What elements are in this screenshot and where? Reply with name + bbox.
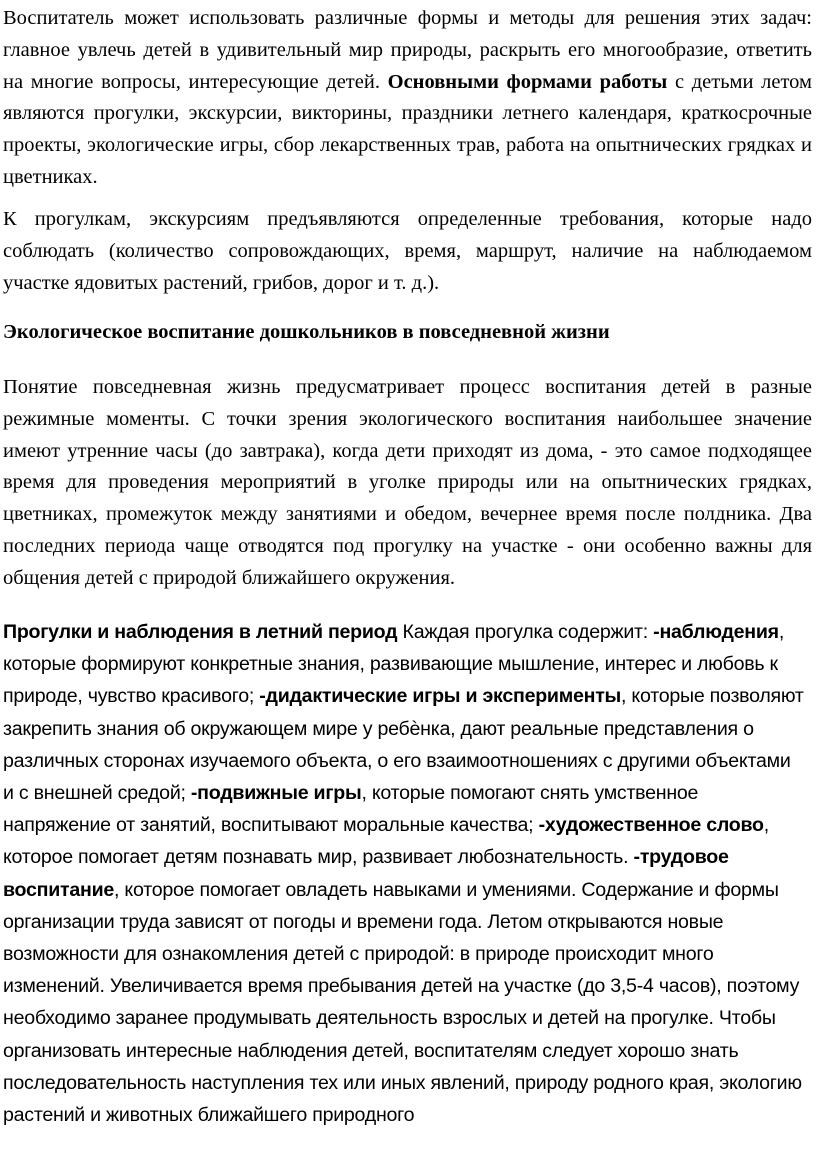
walks-heading: Прогулки и наблюдения в летний период <box>3 621 398 643</box>
walks-text-1: Каждая прогулка содержит: <box>397 621 654 643</box>
requirements-paragraph: К прогулкам, экскурсиям предъявляются определенные требования, которые надо соблюдать (количество сопровождающих, время, маршрут, наличие на наблюдаемом участке ядовитых растений, грибов, дорог и т. д.). <box>3 208 812 294</box>
walks-text-6: , которое помогает овладеть навыками и умениями. Содержание и формы организации труда зависят от погоды и времени года. Летом открываются новые возможности для ознакомления детей с природой: в природе происходит много изменений. Увеличивается время пребывания детей на участке (до 3,5-4 часов), поэтому необходимо заранее продумывать деятельность взрослых и детей на прогулке. Чтобы организовать интересные наблюдения детей, воспитателям следует хорошо знать последовательность наступления тех или иных явлений, природу родного края, экологию растений и животных ближайшего природного <box>3 878 802 1127</box>
intro-text-1: Воспитатель может использовать различные формы и методы для решения этих задач: главное увлечь детей в удивительный мир природы, раскрыть его многообразие, ответить на многие вопросы, интересующие детей. <box>3 7 812 93</box>
didactic-games-term: -дидактические игры и эксперименты <box>259 685 622 708</box>
literary-word-term: -художественное слово <box>538 814 764 837</box>
intro-text-2: с детьми летом являются прогулки, экскурсии, викторины, праздники летнего календаря, краткосрочные проекты, экологические игры, сбор лекарственных трав, работа на опытнических грядках и цветниках. <box>3 70 812 188</box>
intro-bold-phrase: Основными формами работы <box>387 70 668 93</box>
section-heading: Экологическое воспитание дошкольников в повседневной жизни <box>3 321 610 343</box>
walks-text-4: , которые помогают снять умственное напряжение от занятий, воспитывают моральные качества; <box>3 782 699 837</box>
outdoor-games-term: -подвижные игры <box>190 782 362 805</box>
intro-paragraph <box>3 3 812 194</box>
daily-life-paragraph: Понятие повседневная жизнь предусматривает процесс воспитания детей в разные режимные моменты. С точки зрения экологического воспитания наибольшее значение имеют утренние часы (до завтрака), когда дети приходят из дома, - это самое подходящее время для проведения мероприятий в уголке природы или на опытнических грядках, цветниках, промежуток между занятиями и обедом, вечернее время после полдника. Два последних периода чаще отводятся под прогулку на участке - они особенно важны для общения детей с природой ближайшего окружения. <box>3 376 812 589</box>
observations-term: -наблюдения <box>653 621 779 643</box>
labor-education-term: -трудовое воспитание <box>3 846 729 901</box>
walks-text-5: , которое помогает детям познавать мир, развивает любознательность. <box>3 814 769 869</box>
walks-text-3: , которые позволяют закрепить знания об окружающем мире у ребѐнка, дают реальные представления о различных сторонах изучаемого объекта, о его взаимоотношениях с другими объектами и с внешней средой; <box>3 685 804 805</box>
walks-text-2: , которые формируют конкретные знания, развивающие мышление, интерес и любовь к природе, чувство красивого; <box>3 621 785 708</box>
summer-walks-paragraph <box>3 616 806 1131</box>
